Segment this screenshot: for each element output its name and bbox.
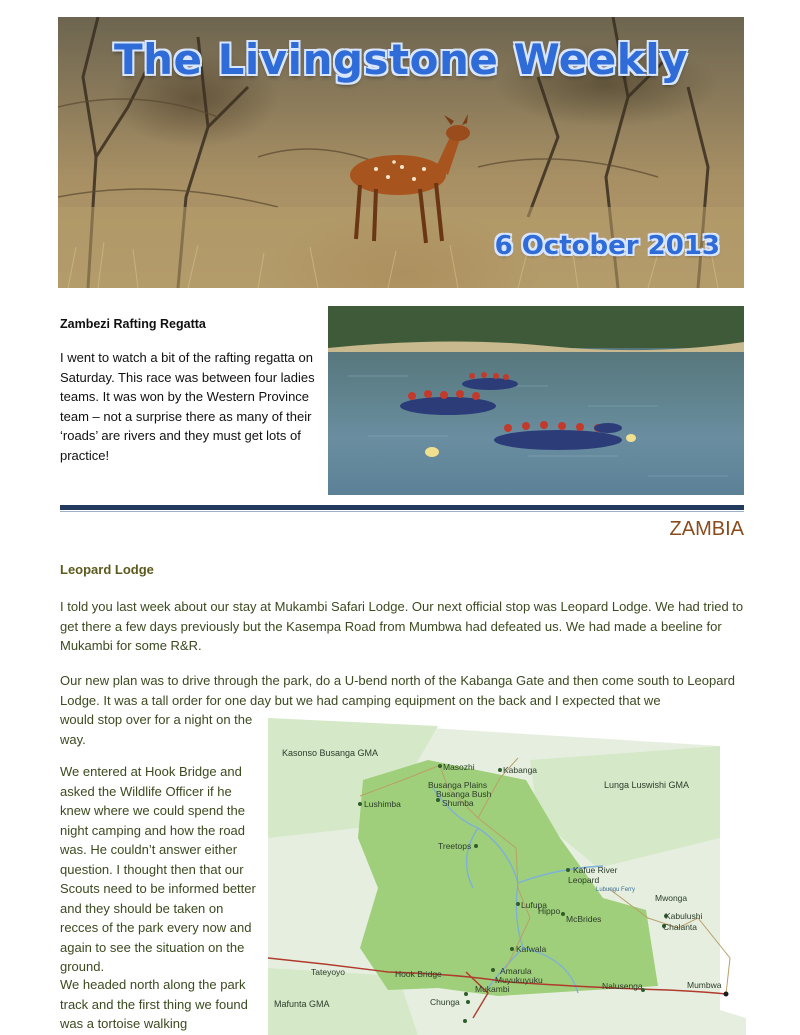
newsletter-title: The Livingstone Weekly [113,35,688,84]
raft-front [494,421,622,450]
kafue-park-map [268,718,760,1035]
map-label-kafue-river: Kafue River [573,865,618,875]
article-paragraph: We headed north along the park track and the first thing we found was a tortoise walking [60,977,248,1031]
map-label-lubungu-ferry: Lubungu Ferry [596,887,636,893]
rafting-photo [328,306,744,495]
regatta-heading: Zambezi Rafting Regatta [60,317,206,331]
section-heading: ZAMBIA [669,518,744,540]
map-label-masozhi: Masozhi [443,762,475,772]
map-label-mafunta: Mafunta GMA [274,999,330,1009]
map-label-shumba: Shumba [442,798,474,808]
rafting-scene [328,306,744,495]
map-label-chunga: Chunga [430,997,460,1007]
map-label-leopard: Leopard [568,875,600,885]
map-label-kafwala: Kafwala [516,944,547,954]
map-label-busanga-bush: Busanga Bush [436,789,492,799]
map-label-busanga-plains: Busanga Plains [428,780,488,790]
map-label-mumbwa: Mumbwa [687,980,722,990]
map-label-lufupa: Lufupa [521,900,547,910]
raft-middle [400,390,496,415]
section-divider-thin [60,511,744,512]
map-label-chalanta: Chalanta [663,922,698,932]
map-label-kasonso: Kasonso Busanga GMA [282,748,379,758]
paragraph-wide-part: Our new plan was to drive through the park, do a U-bend north of the Kabanga Gate and then come south to Leopard Lodge. It was a tall order for one day but we had camping equipment on the back and I expected that we [60,673,735,708]
map-label-tateyoyo: Tateyoyo [311,967,346,977]
map-label-hippo: Hippo [538,906,561,916]
map-label-kabulushi: Kabulushi [665,911,703,921]
regatta-body: I went to watch a bit of the rafting regatta on Saturday. This race was between four ladies teams. It was won by the Western Province team – not a surprise there as many of their ‘roads’ are rivers and they must get lots of practice! [60,350,315,463]
map-label-mcbrides: McBrides [566,914,602,924]
map-label-muyukuyuku: Muyukuyuku [495,975,543,985]
map-label-hook-bridge: Hook Bridge [395,969,442,979]
map-label-treetops: Treetops [438,841,472,851]
map-label-nalusenga: Nalusenga [602,981,643,991]
map-label-amarula: Amarula [500,966,532,976]
article-paragraph: We entered at Hook Bridge and asked the Wildlife Officer if he knew where we could spend the night camping and how the road was. He couldn’t answer either question. I thought then that our Scouts need to be informed better and they should be taken on recces of the park every now and again to see the situation on the ground. [60,764,256,974]
map-label-kabanga: Kabanga [503,765,538,775]
paragraph-narrow-part: would stop over for a night on the way. [60,712,253,747]
masthead-photo [58,17,744,288]
article-paragraph: I told you last week about our stay at Mukambi Safari Lodge. Our next official stop was Leopard Lodge. We had tried to get there a few days previously but the Kasempa Road from Mumbwa had defeated us. We had made a beeline for Mukambi for some R&R. [60,599,744,653]
map-label-lunga: Lunga Luswishi GMA [604,780,690,790]
article-heading: Leopard Lodge [60,562,154,577]
map-label-mwonga: Mwonga [655,893,688,903]
section-divider [60,505,744,510]
issue-date: 6 October 2013 [494,231,720,261]
map-label-lushimba: Lushimba [364,799,401,809]
map-label-mukambi: Mukambi [475,984,510,994]
raft-back [462,372,518,390]
